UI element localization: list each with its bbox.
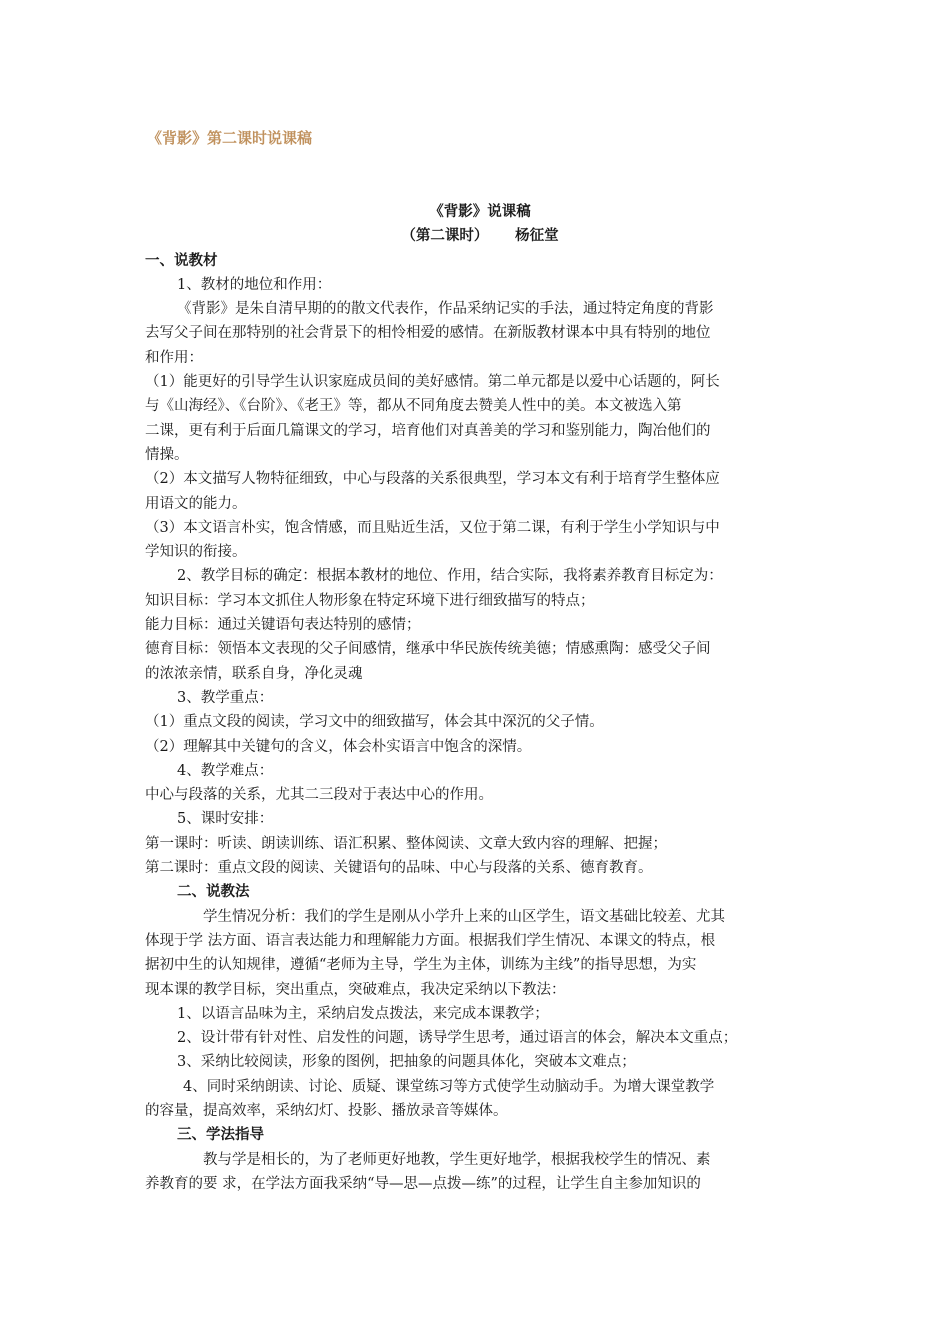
s2-method-4: 4、同时采纳朗读、讨论、质疑、课堂练习等方式使学生动脑动手。为增大课堂教学	[183, 1078, 715, 1095]
s2-para-line: 的容量，提高效率，采纳幻灯、投影、播放录音等媒体。	[145, 1102, 508, 1119]
section-2-title: 二、说教法	[177, 884, 250, 901]
s1-para-line: 去写父子间在那特别的社会背景下的相怜相爱的感情。在新版教材课本中具有特别的地位	[145, 325, 711, 342]
s2-method-2: 2、设计带有针对性、启发性的问题，诱导学生思考，通过语言的体会，解决本文重点；	[177, 1030, 738, 1047]
s1-item-2-title: 2、教学目标的确定：根据本教材的地位、作用，结合实际，我将素养教育目标定为：	[177, 568, 723, 585]
s1-item-5-title: 5、课时安排：	[177, 811, 274, 828]
section-3-title: 三、学法指导	[177, 1127, 264, 1144]
s1-para-line: （1）重点文段的阅读，学习文中的细致描写，体会其中深沉的父子情。	[145, 714, 604, 731]
s1-para-line: 德育目标：领悟本文表现的父子间感情，继承中华民族传统美德；情感熏陶：感受父子间	[145, 641, 711, 658]
s1-para-line: 能力目标：通过关键语句表达特别的感情；	[145, 617, 421, 634]
s2-para-line: 据初中生的认知规律，遵循“老师为主导，学生为主体，训练为主线”的指导思想，为实	[145, 957, 697, 974]
s1-para-line: 学知识的衔接。	[145, 544, 247, 561]
s2-method-1: 1、以语言品味为主，采纳启发点拨法，来完成本课教学；	[177, 1005, 549, 1022]
s1-item-1-title: 1、教材的地位和作用：	[177, 276, 332, 293]
document-body	[145, 200, 815, 1196]
s2-para-line: 体现于学 法方面、语言表达能力和理解能力方面。根据我们学生情况、本课文的特点，根	[145, 932, 716, 949]
s1-item-4-title: 4、教学难点：	[177, 762, 274, 779]
s1-para-line: 第一课时：听读、朗读训练、语汇积累、整体阅读、文章大致内容的理解、把握；	[145, 835, 667, 852]
s1-item-3-title: 3、教学重点：	[177, 689, 274, 706]
s2-method-3: 3、采纳比较阅读，形象的图例，把抽象的问题具体化，突破本文难点；	[177, 1054, 636, 1071]
s1-para-line: 中心与段落的关系，尤其二三段对于表达中心的作用。	[145, 787, 493, 804]
s1-para-line: （2）理解其中关键句的含义，体会朴实语言中饱含的深情。	[145, 738, 532, 755]
s1-para-line: （1）能更好的引导学生认识家庭成员间的美好感情。第二单元都是以爱中心话题的，阿长	[145, 374, 720, 391]
s1-para-line: 第二课时：重点文段的阅读、关键语句的品味、中心与段落的关系、德育教育。	[145, 860, 653, 877]
s3-para-line: 养教育的要 求，在学法方面我采纳“导—思—点拨—练”的过程，让学生自主参加知识的	[145, 1175, 701, 1192]
s1-para-line: 和作用：	[145, 349, 203, 366]
s3-para-line: 教与学是相长的，为了老师更好地教，学生更好地学，根据我校学生的情况、素	[203, 1151, 711, 1168]
s1-para-line: （2）本文描写人物特征细致，中心与段落的关系很典型，学习本文有利于培育学生整体应	[145, 471, 720, 488]
s1-para-line: 《背影》是朱自清早期的的散文代表作，作品采纳记实的手法，通过特定角度的背影	[177, 301, 714, 318]
heading-title: 《背影》说课稿	[429, 204, 531, 220]
section-1-title: 一、说教材	[145, 252, 218, 269]
document-title: 《背影》第二课时说课稿	[147, 129, 313, 147]
heading-subtitle: （第二课时） 杨征堂	[401, 228, 559, 245]
s1-para-line: 知识目标：学习本文抓住人物形象在特定环境下进行细致描写的特点；	[145, 592, 595, 609]
s1-para-line: 与《山海经》、《台阶》、《老王》等，都从不同角度去赞美人性中的美。本文被选入第	[145, 398, 682, 415]
s1-para-line: 二课，更有利于后面几篇课文的学习，培育他们对真善美的学习和鉴别能力，陶冶他们的	[145, 422, 711, 439]
s1-para-line: 用语文的能力。	[145, 495, 247, 512]
s2-para-line: 现本课的教学目标，突出重点，突破难点，我决定采纳以下教法：	[145, 981, 566, 998]
s1-para-line: （3）本文语言朴实，饱含情感，而且贴近生活，又位于第二课，有利于学生小学知识与中	[145, 519, 720, 536]
s1-para-line: 的浓浓亲情，联系自身，净化灵魂	[145, 665, 363, 682]
s1-para-line: 情操。	[145, 446, 189, 463]
s2-para-line: 学生情况分析：我们的学生是刚从小学升上来的山区学生，语文基础比较差、尤其	[203, 908, 725, 925]
